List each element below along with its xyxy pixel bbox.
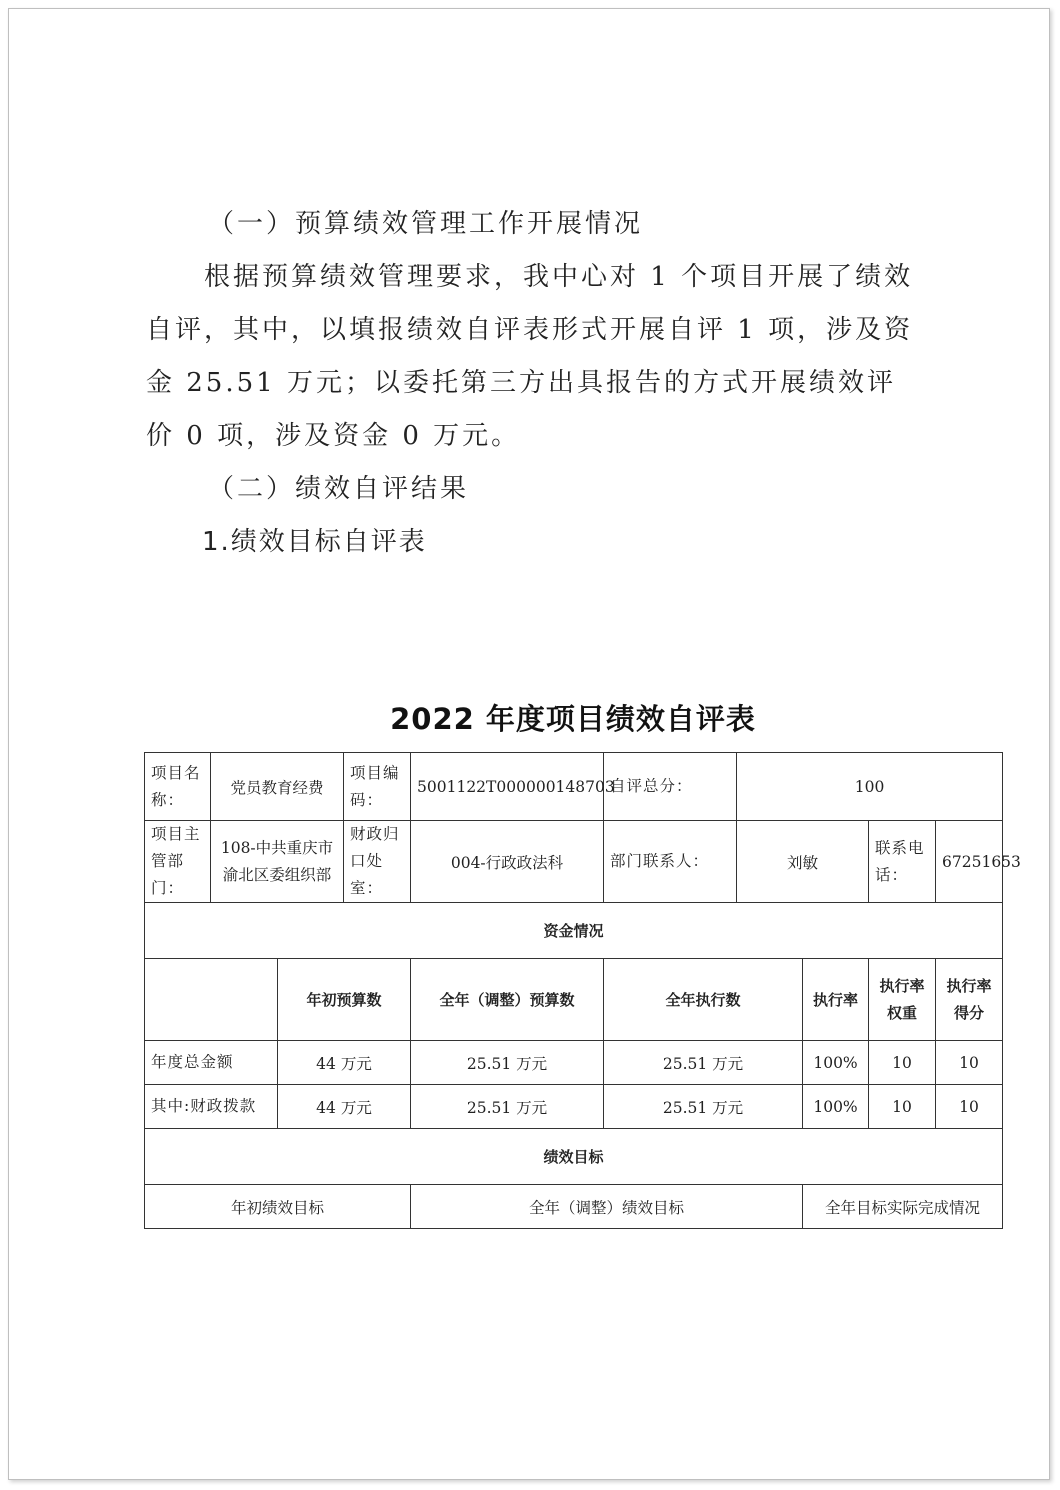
funds-cell: 100% — [803, 1085, 869, 1129]
goals-header-cell: 年初绩效目标 — [145, 1185, 411, 1229]
table-row — [145, 959, 1003, 1041]
project-code-value: 5001122T000000148703 — [411, 753, 604, 821]
funds-row-label: 年度总金额 — [145, 1041, 278, 1085]
funds-cell: 10 — [869, 1085, 936, 1129]
score-value: 100 — [737, 753, 1003, 821]
section-heading-2: （二）绩效自评结果 — [208, 474, 470, 504]
dept-label: 项目主管部门： — [145, 821, 211, 903]
funds-row-label: 其中:财政拨款 — [145, 1085, 278, 1129]
project-name-value: 党员教育经费 — [211, 753, 344, 821]
project-name-label: 项目名称： — [145, 753, 211, 821]
funds-header-cell: 执行率得分 — [936, 959, 1003, 1041]
table-row — [145, 903, 1003, 959]
funds-cell: 10 — [869, 1041, 936, 1085]
goals-header-cell: 全年目标实际完成情况 — [803, 1185, 1003, 1229]
funds-header-cell: 全年（调整）预算数 — [411, 959, 604, 1041]
funds-header-cell: 年初预算数 — [278, 959, 411, 1041]
dept-value: 108-中共重庆市渝北区委组织部 — [211, 821, 344, 903]
document-body — [146, 198, 916, 569]
table-row — [145, 1129, 1003, 1185]
contact-label: 部门联系人： — [604, 821, 737, 903]
table-row — [145, 1085, 1003, 1129]
funds-header-cell: 执行率 — [803, 959, 869, 1041]
phone-label: 联系电话： — [869, 821, 936, 903]
project-code-label: 项目编码： — [344, 753, 411, 821]
funds-cell: 100% — [803, 1041, 869, 1085]
phone-value: 67251653 — [936, 821, 1003, 903]
funds-cell: 25.51 万元 — [604, 1041, 803, 1085]
funds-cell: 10 — [936, 1085, 1003, 1129]
finance-label: 财政归口处室： — [344, 821, 411, 903]
funds-header-cell: 全年执行数 — [604, 959, 803, 1041]
section-heading-3: 1.绩效目标自评表 — [202, 527, 427, 557]
funds-cell: 25.51 万元 — [411, 1085, 604, 1129]
funds-header-cell: 执行率权重 — [869, 959, 936, 1041]
section-heading-1: （一）预算绩效管理工作开展情况 — [208, 209, 644, 239]
funds-cell: 44 万元 — [278, 1085, 411, 1129]
table-row — [145, 821, 1003, 903]
contact-value: 刘敏 — [737, 821, 869, 903]
funds-cell: 25.51 万元 — [604, 1085, 803, 1129]
funds-header-cell — [145, 959, 278, 1041]
evaluation-table — [144, 752, 1021, 1229]
goals-header-cell: 全年（调整）绩效目标 — [411, 1185, 803, 1229]
funds-cell: 44 万元 — [278, 1041, 411, 1085]
finance-value: 004-行政政法科 — [411, 821, 604, 903]
goals-section-header: 绩效目标 — [145, 1129, 1003, 1185]
table-row — [145, 1185, 1003, 1229]
table-title: 2022 年度项目绩效自评表 — [390, 702, 756, 736]
score-label: 自评总分： — [604, 753, 737, 821]
table-row — [145, 1041, 1003, 1085]
table-row — [145, 753, 1003, 821]
funds-cell: 25.51 万元 — [411, 1041, 604, 1085]
body-paragraph: 根据预算绩效管理要求，我中心对 1 个项目开展了绩效自评，其中，以填报绩效自评表形式开展自评 1 项，涉及资金 25.51 万元；以委托第三方出具报告的方式开展绩效评价 0 项，涉及资金 0 万元。 — [146, 262, 914, 451]
funds-cell: 10 — [936, 1041, 1003, 1085]
funds-section-header: 资金情况 — [145, 903, 1003, 959]
